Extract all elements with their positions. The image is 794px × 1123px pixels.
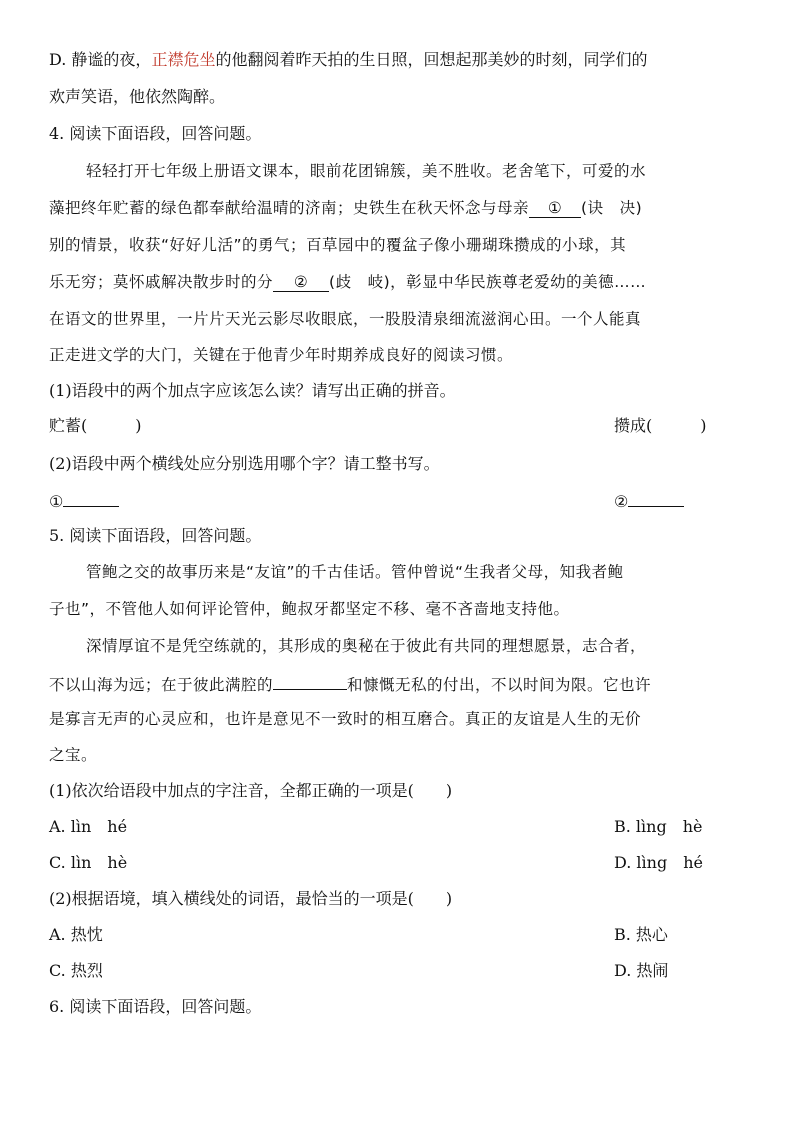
q4-blank-2: ②	[273, 273, 329, 292]
q3-optd-highlight: 正襟危坐	[151, 50, 216, 69]
q4-sub2-answer-1[interactable]	[49, 488, 119, 514]
q4-para-line6: 正走进文学的大门，关键在于他青少年时期养成良好的阅读习惯。	[49, 346, 514, 364]
q5-para2-line2-text: 不以山海为远；在于彼此满腔的	[49, 676, 274, 694]
q4-sub2: (2)语段中两个横线处应分别选用哪个字？请工整书写。	[49, 454, 440, 473]
q4-sub2-blank-1[interactable]	[63, 488, 119, 507]
q4-sub2-label-1: ①	[49, 492, 64, 511]
q5-sub2-option-b[interactable]: B. 热心	[614, 925, 668, 944]
q3-option-d	[49, 48, 749, 72]
q5-para2-line2-rest: 和慷慨无私的付出，不以时间为限。它也许	[347, 676, 652, 694]
q5-sub2: (2)根据语境，填入横线处的词语，最恰当的一项是( )	[49, 889, 453, 908]
q5-para2-line1: 深情厚谊不是凭空练就的，其形成的奥秘在于彼此有共同的理想愿景，志合者，	[86, 637, 647, 655]
q4-para-line4-text: 乐无穷；莫怀戚解决散步时的分	[49, 273, 274, 291]
q4-blank-1: ①	[529, 199, 581, 218]
q5-para2-line4: 之宝。	[49, 746, 98, 764]
q5-sub1-option-d[interactable]: D. lìng hé	[614, 853, 703, 872]
q5-sub2-option-d[interactable]: D. 热闹	[614, 961, 669, 980]
q4-sub2-answer-2[interactable]	[614, 488, 684, 514]
q3-optd-prefix: D. 静谧的夜，	[49, 50, 152, 69]
q4-para-line2-text: 藻把终年贮蓄的绿色都奉献给温晴的济南；史铁生在秋天怀念与母亲	[49, 199, 530, 217]
q5-para2-line3: 是寡言无声的心灵应和，也许是意见不一致时的相互磨合。真正的友谊是人生的无价	[49, 710, 642, 728]
q3-optd-rest: 的他翻阅着昨天拍的生日照，回想起那美妙的时刻，同学们的	[215, 50, 648, 69]
q5-sub1-option-a[interactable]: A. lìn hé	[49, 817, 128, 836]
q4-sub2-label-2: ②	[614, 492, 629, 511]
q4-sub2-blank-2[interactable]	[628, 488, 684, 507]
q5-para1-line1: 管鲍之交的故事历来是“友谊”的千古佳话。管仲曾说“生我者父母，知我者鲍	[86, 563, 624, 581]
q4-blank-2-choices: (歧 岐)，彰显中华民族尊老爱幼的美德……	[329, 273, 647, 291]
q5-para2-line2	[49, 671, 749, 697]
q4-para-line3: 别的情景，收获“好好儿活”的勇气；百草园中的覆盆子像小珊瑚珠攒成的小球，其	[49, 236, 627, 254]
q5-para1-line2: 子也”，不管他人如何评论管仲，鲍叔牙都坚定不移、毫不吝啬地支持他。	[49, 600, 570, 618]
q4-sub1-answer-a[interactable]: 贮蓄( )	[49, 416, 142, 435]
q4-para-line4	[49, 270, 749, 294]
q4-para-line5: 在语文的世界里，一片片天光云影尽收眼底，一股股清泉细流滋润心田。一个人能真	[49, 310, 642, 328]
q4-para-line2	[49, 196, 749, 220]
q5-blank	[273, 671, 347, 690]
q4-blank-1-choices: (诀 决)	[581, 199, 643, 217]
q5-sub1: (1)依次给语段中加点的字注音，全都正确的一项是( )	[49, 781, 453, 800]
q5-sub1-option-b[interactable]: B. lìng hè	[614, 817, 703, 836]
q4-sub1-answer-b[interactable]: 攒成( )	[614, 416, 707, 435]
q5-sub1-option-c[interactable]: C. lìn hè	[49, 853, 128, 872]
q5-sub2-option-c[interactable]: C. 热烈	[49, 961, 103, 980]
q6-title: 6. 阅读下面语段，回答问题。	[49, 997, 262, 1016]
q5-title: 5. 阅读下面语段，回答问题。	[49, 526, 262, 545]
q3-option-d-line2: 欢声笑语，他依然陶醉。	[49, 87, 226, 106]
q4-title: 4. 阅读下面语段，回答问题。	[49, 124, 262, 143]
q5-sub2-option-a[interactable]: A. 热忱	[49, 925, 103, 944]
q4-para-line1: 轻轻打开七年级上册语文课本，眼前花团锦簇，美不胜收。老舍笔下，可爱的水	[86, 162, 647, 180]
q4-sub1: (1)语段中的两个加点字应该怎么读？请写出正确的拼音。	[49, 381, 456, 400]
